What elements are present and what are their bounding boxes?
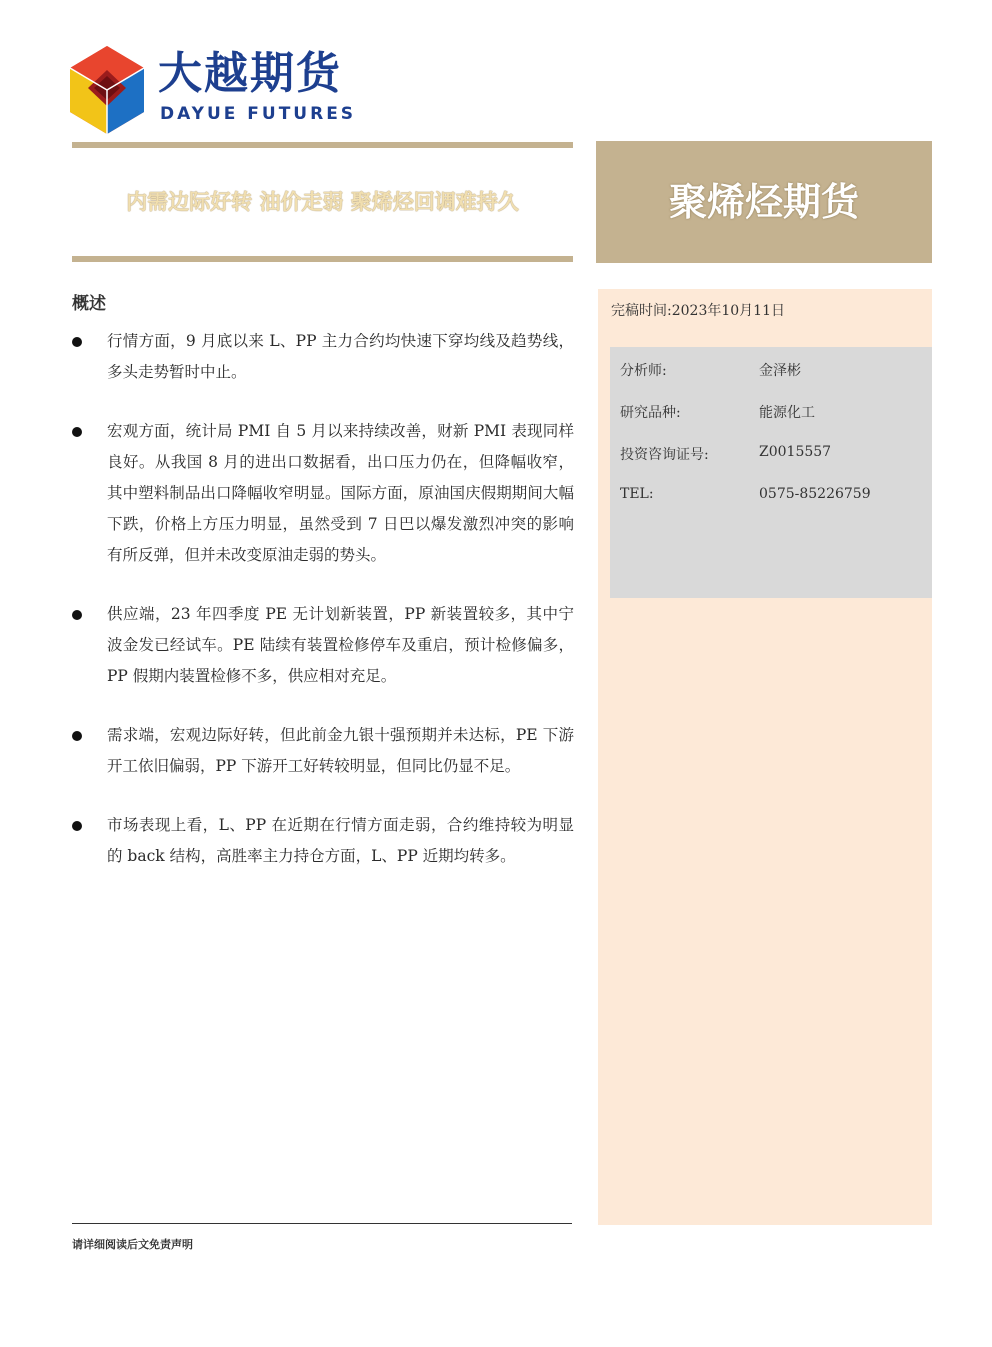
- headline-bottom-rule: [72, 256, 573, 262]
- bullet-dot-icon: [72, 427, 82, 437]
- category-banner: [596, 141, 932, 263]
- summary-text: 市场表现上看，L、PP 在近期在行情方面走弱，合约维持较为明显的 back 结构，高胜率主力持仓方面，L、PP 近期均转多。: [107, 816, 574, 865]
- info-value: 0575-85226759: [759, 486, 871, 502]
- logo-english-name: DAYUE FUTURES: [160, 104, 357, 124]
- summary-item-market-performance: [72, 810, 574, 872]
- info-value: Z0015557: [759, 444, 832, 460]
- bullet-dot-icon: [72, 731, 82, 741]
- completion-date: 完稿时间:2023年10月11日: [611, 303, 785, 319]
- info-label: 研究品种:: [620, 405, 681, 421]
- summary-item-market: [72, 326, 574, 388]
- bullet-dot-icon: [72, 821, 82, 831]
- footer-divider: [72, 1223, 572, 1224]
- summary-item-demand: [72, 720, 574, 782]
- report-sidebar: [598, 289, 932, 1225]
- summary-list: [72, 326, 574, 900]
- info-label: TEL:: [620, 486, 654, 502]
- disclaimer-note: 请详细阅读后文免责声明: [72, 1238, 193, 1251]
- bullet-dot-icon: [72, 337, 82, 347]
- info-value: 能源化工: [759, 405, 815, 421]
- logo-chinese-name: 大越期货: [158, 48, 342, 99]
- company-logo: [68, 44, 358, 136]
- logo-emblem-icon: [68, 44, 146, 136]
- info-label: 投资咨询证号:: [620, 447, 709, 463]
- summary-item-macro: [72, 416, 574, 571]
- summary-text: 行情方面，9 月底以来 L、PP 主力合约均快速下穿均线及趋势线，多头走势暂时中止。: [107, 332, 574, 381]
- summary-item-supply: [72, 599, 574, 692]
- summary-text: 宏观方面，统计局 PMI 自 5 月以来持续改善，财新 PMI 表现同样良好。从我国 8 月的进出口数据看，出口压力仍在，但降幅收窄，其中塑料制品出口降幅收窄明显。国际方面，原油国庆假期期间大幅下跌，价格上方压力明显，虽然受到 7 日巴以爆发激烈冲突的影响有所反弹，但并未改变原油走弱的势头。: [107, 422, 574, 564]
- bullet-dot-icon: [72, 610, 82, 620]
- analyst-info-box: [610, 347, 932, 598]
- category-title: 聚烯烃期货: [668, 180, 859, 224]
- headline-top-rule: [72, 142, 573, 148]
- info-label: 分析师:: [620, 363, 667, 379]
- section-heading: 概述: [72, 294, 106, 314]
- summary-text: 供应端，23 年四季度 PE 无计划新装置，PP 新装置较多，其中宁波金发已经试车。PE 陆续有装置检修停车及重启，预计检修偏多，PP 假期内装置检修不多，供应相对充足。: [107, 605, 574, 685]
- info-value: 金泽彬: [759, 363, 801, 379]
- summary-text: 需求端，宏观边际好转，但此前金九银十强预期并未达标，PE 下游开工依旧偏弱，PP 下游开工好转较明显，但同比仍显不足。: [107, 726, 574, 775]
- report-headline: 内需边际好转 油价走弱 聚烯烃回调难持久: [126, 190, 519, 214]
